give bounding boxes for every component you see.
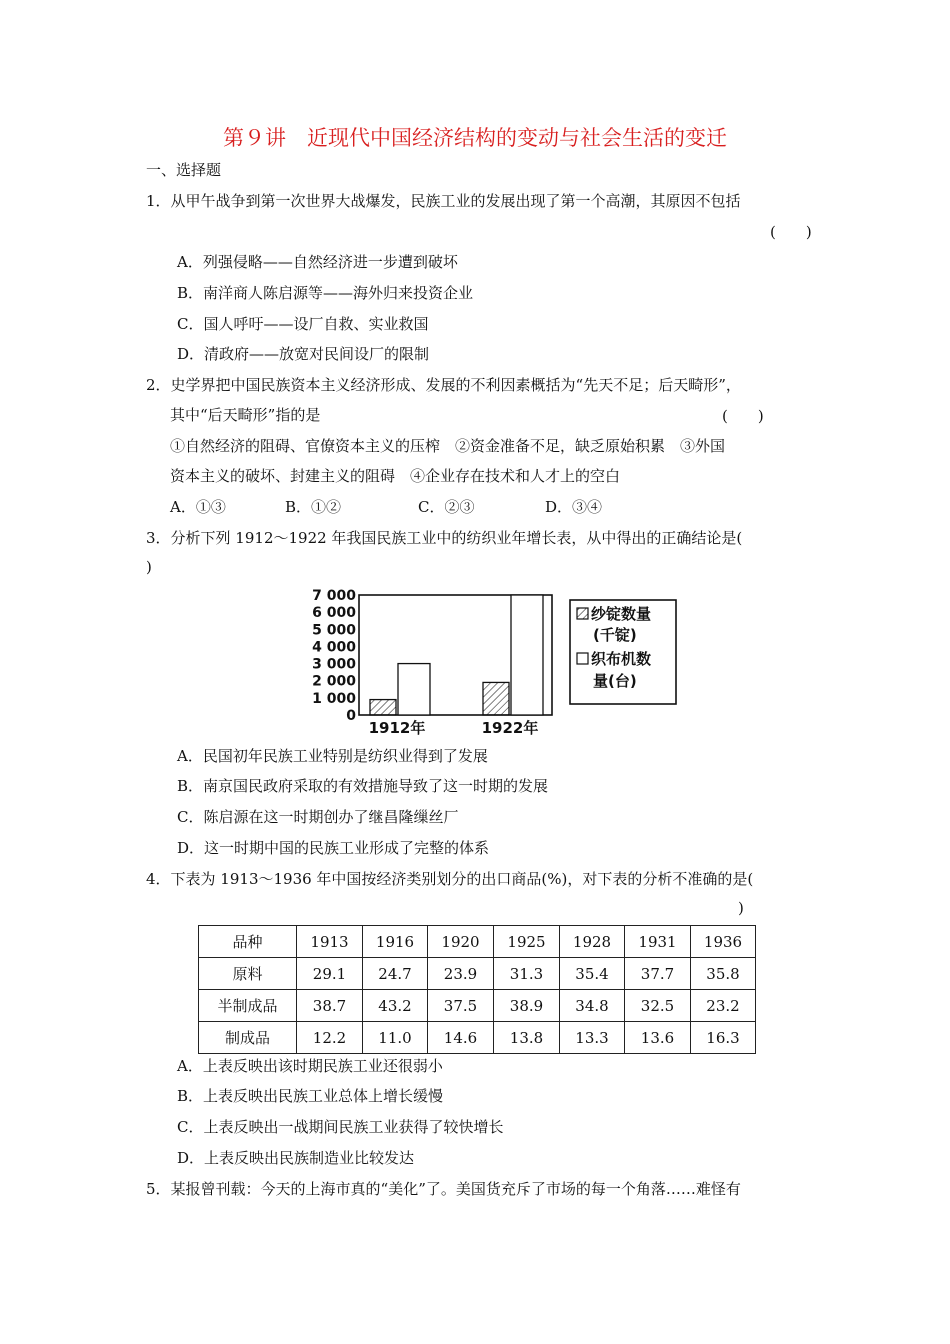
q3-option-a: A．民国初年民族工业特别是纺织业得到了发展 <box>177 747 488 765</box>
table-header-cell: 1928 <box>560 926 625 958</box>
table-cell: 23.9 <box>428 958 494 990</box>
x-tick-label: 1912年 <box>368 719 426 737</box>
legend-label: 织布机数 <box>591 650 652 668</box>
q2-option-b: B．①② <box>285 498 342 516</box>
q2-items-line1: ①自然经济的阻碍、官僚资本主义的压榨 ②资金准备不足，缺乏原始积累 ③外国 <box>170 437 726 455</box>
q3-option-c: C．陈启源在这一时期创办了继昌隆缫丝厂 <box>177 808 459 826</box>
legend-swatch-blank <box>577 653 588 664</box>
table-cell: 43.2 <box>363 990 428 1022</box>
y-tick-label: 0 <box>346 708 356 724</box>
legend-swatch-hatched <box>577 608 588 619</box>
table-cell: 制成品 <box>199 1022 297 1054</box>
table-cell: 11.0 <box>363 1022 428 1054</box>
y-tick-label: 5 000 <box>312 622 356 639</box>
table-cell: 半制成品 <box>199 990 297 1022</box>
table-cell: 原料 <box>199 958 297 990</box>
export-table <box>198 925 756 1054</box>
q2-answer-paren: ( ) <box>722 407 764 425</box>
table-cell: 24.7 <box>363 958 428 990</box>
table-cell: 12.2 <box>297 1022 363 1054</box>
table-cell: 32.5 <box>625 990 691 1022</box>
q2-stem-line2: 其中“后天畸形”指的是 <box>170 406 321 424</box>
q4-option-a: A．上表反映出该时期民族工业还很弱小 <box>177 1057 443 1075</box>
table-cell: 35.4 <box>560 958 625 990</box>
q3-option-b: B．南京国民政府采取的有效措施导致了这一时期的发展 <box>177 777 549 795</box>
y-tick-label: 1 000 <box>312 690 356 707</box>
q1-answer-paren: ( ) <box>770 223 812 241</box>
table-header-cell: 1925 <box>494 926 560 958</box>
q3-stem-line2: ) <box>146 558 152 576</box>
table-cell: 14.6 <box>428 1022 494 1054</box>
y-tick-label: 4 000 <box>312 639 356 656</box>
table-row <box>199 958 756 990</box>
q1-option-d: D．清政府——放宽对民间设厂的限制 <box>177 345 430 363</box>
table-cell: 16.3 <box>691 1022 756 1054</box>
table-header-cell: 1913 <box>297 926 363 958</box>
bar-looms-0 <box>398 664 430 715</box>
q3-option-d: D．这一时期中国的民族工业形成了完整的体系 <box>177 839 490 857</box>
legend-label: 量(台) <box>593 672 637 690</box>
table-cell: 34.8 <box>560 990 625 1022</box>
bar-spindles-0 <box>370 700 396 715</box>
table-cell: 38.9 <box>494 990 560 1022</box>
y-tick-label: 7 000 <box>312 588 356 604</box>
table-cell: 13.3 <box>560 1022 625 1054</box>
table-cell: 13.8 <box>494 1022 560 1054</box>
q1-option-c: C．国人呼吁——设厂自救、实业救国 <box>177 315 429 333</box>
table-cell: 23.2 <box>691 990 756 1022</box>
legend-label: (千锭) <box>593 626 637 644</box>
table-header-cell: 1931 <box>625 926 691 958</box>
table-header-cell: 1920 <box>428 926 494 958</box>
q4-option-d: D．上表反映出民族制造业比较发达 <box>177 1149 415 1167</box>
page-title: 第９讲 近现代中国经济结构的变动与社会生活的变迁 <box>223 126 727 150</box>
table-header-cell: 1916 <box>363 926 428 958</box>
y-tick-label: 2 000 <box>312 673 356 690</box>
q4-stem-line2: ) <box>738 899 744 917</box>
q4-stem: 4．下表为 1913～1936 年中国按经济类别划分的出口商品(%)，对下表的分析不准确的是( <box>146 870 754 888</box>
table-cell: 35.8 <box>691 958 756 990</box>
table-cell: 38.7 <box>297 990 363 1022</box>
q2-stem-line1: 2．史学界把中国民族资本主义经济形成、发展的不利因素概括为“先天不足；后天畸形”， <box>146 376 741 394</box>
y-tick-label: 6 000 <box>312 605 356 622</box>
table-cell: 37.5 <box>428 990 494 1022</box>
table-header-cell: 1936 <box>691 926 756 958</box>
table-row <box>199 1022 756 1054</box>
q3-stem-line1: 3．分析下列 1912～1922 年我国民族工业中的纺织业年增长表，从中得出的正确结论是( <box>146 529 743 547</box>
q1-option-b: B．南洋商人陈启源等——海外归来投资企业 <box>177 284 474 302</box>
q2-option-d: D．③④ <box>545 498 603 516</box>
table-cell: 31.3 <box>494 958 560 990</box>
textile-growth-chart <box>290 586 680 738</box>
table-row <box>199 990 756 1022</box>
q5-stem: 5．某报曾刊载：今天的上海市真的“美化”了。美国货充斥了市场的每一个角落……难怪有 <box>146 1180 741 1198</box>
table-cell: 13.6 <box>625 1022 691 1054</box>
bar-spindles-1 <box>483 682 509 715</box>
q4-option-c: C．上表反映出一战期间民族工业获得了较快增长 <box>177 1118 504 1136</box>
bar-looms-1 <box>511 595 543 715</box>
x-tick-label: 1922年 <box>481 719 539 737</box>
q4-option-b: B．上表反映出民族工业总体上增长缓慢 <box>177 1087 444 1105</box>
table-cell: 29.1 <box>297 958 363 990</box>
table-header-cell: 品种 <box>199 926 297 958</box>
q1-option-a: A．列强侵略——自然经济进一步遭到破坏 <box>177 253 458 271</box>
q2-option-c: C．②③ <box>418 498 475 516</box>
q1-stem: 1．从甲午战争到第一次世界大战爆发，民族工业的发展出现了第一个高潮，其原因不包括 <box>146 192 741 210</box>
table-cell: 37.7 <box>625 958 691 990</box>
legend-label: 纱锭数量 <box>591 605 652 623</box>
section-heading: 一、选择题 <box>146 161 222 179</box>
q2-items-line2: 资本主义的破坏、封建主义的阻碍 ④企业存在技术和人才上的空白 <box>170 467 621 485</box>
y-tick-label: 3 000 <box>312 656 356 673</box>
table-header-row <box>199 926 756 958</box>
q2-option-a: A．①③ <box>170 498 226 516</box>
